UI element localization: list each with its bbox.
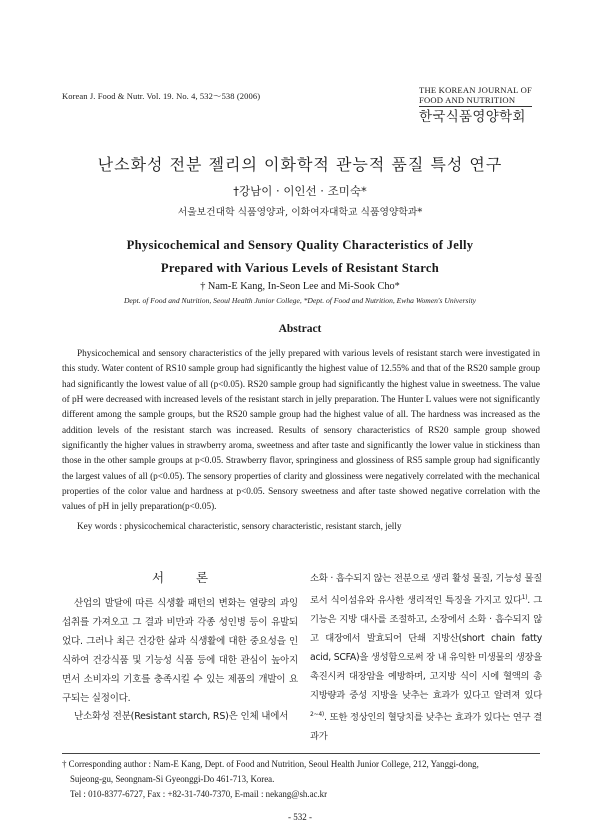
intro-text: . 그 기능은 지방 대사를 조절하고, 소장에서 소화 · 흡수되지 않고 대장에서 발효되어 단쇄 지방산(short chain fatty acid, SCFA)을 생성함으로써 장 내 유익한 미생물의 생장을 촉진시켜 대장암을 예방하며, 고지방 식이 시에 혈액의 총 지방량과 중성 지방을 낮추는 효과가 있다고 알려져 있다 — [310, 595, 542, 701]
intro-text: 소화 · 흡수되지 않는 전분으로 생리 활성 물질, 기능성 물질로서 식이섬유와 유사한 생리적인 특징을 가지고 있다 — [310, 573, 542, 607]
affiliation-korean: 서울보건대학 식품영양과, 이화여자대학교 식품영양학과* — [177, 207, 423, 218]
affiliation-english: Dept. of Food and Nutrition, Seoul Health Junior College, *Dept. of Food and Nutrition, Ewha Women's University — [123, 296, 477, 305]
journal-masthead — [419, 85, 532, 126]
introduction-paragraph — [310, 570, 542, 747]
footnote-divider — [62, 753, 540, 754]
citation: 1) — [521, 593, 528, 601]
introduction-paragraph: 난소화성 전분(Resistant starch, RS)은 인체 내에서 — [74, 711, 289, 723]
footnote-line: † Corresponding author : Nam-E Kang, Dept. of Food and Nutrition, Seoul Health Junior College, 212, Yanggi-dong, — [62, 759, 479, 769]
authors-korean: †강남이 · 이인선 · 조미숙* — [233, 184, 367, 198]
abstract-body: Physicochemical and sensory characteristics of the jelly prepared with various levels of resistant starch were investigated in this study. Water content of RS10 sample group had significantly the highest value of 12.55% and that of the RS20 sample group had significantly the lowest value of all (p<0.05). RS20 sample group had significantly the highest value in sweetness. The value of pH were decreased with increased levels of the resistant starch in jelly preparation. The Hunter L values were not significantly different among the sample groups, but the RS20 sample group had the highest value of all. The hardness was increased as the addition levels of the resistant starch was increased. Results of sensory characteristics of RS20 sample group showed significantly the higher values in strawberry aroma, sweetness and after taste and significantly the lower value in stickiness than those in the other sample groups at p<0.05. Strawberry flavor, springiness and glossiness of RS5 sample group had significantly the largest values of all (p<0.05). The sensory properties of clarity and glossiness were negatively correlated with the mechanical properties of the color value and hardness at p<0.05. Sensory sweetness and after taste showed negative correlation with the values of pH in jelly preparation(p<0.05). — [62, 349, 540, 513]
page-number: - 532 - — [288, 812, 312, 822]
journal-name-line1: THE KOREAN JOURNAL OF — [419, 85, 532, 95]
title-english-line1: Physicochemical and Sensory Quality Characteristics of Jelly — [126, 238, 474, 252]
introduction-right-column — [310, 570, 542, 747]
corresponding-author-footnote — [62, 757, 540, 802]
journal-name-line2: FOOD AND NUTRITION — [419, 95, 516, 105]
journal-name-korean: 한국식품영양학회 — [419, 106, 532, 126]
title-english-line2: Prepared with Various Levels of Resistant Starch — [160, 261, 440, 275]
footnote-line: Sujeong-gu, Seongnam-Si Gyeonggi-Do 461-713, Korea. — [70, 774, 275, 784]
paper-title-english — [0, 234, 600, 280]
introduction-left-column — [62, 568, 298, 727]
journal-reference: Korean J. Food & Nutr. Vol. 19. No. 4, 532～538 (2006) — [62, 91, 261, 101]
introduction-heading: 서 론 — [151, 570, 223, 585]
introduction-paragraph: 산업의 발달에 따른 식생활 패턴의 변화는 열량의 과잉 섭취를 가져오고 그 결과 비만과 각종 성인병 등이 유발되었다. 그러나 최근 건강한 삶과 식생활에 대한 중요성을 인식하여 건강식품 및 기능성 식품 등에 대한 관심이 높아지면서 소비자의 기호를 충족시킬 수 있는 제품의 개발이 요구되는 실정이다. — [62, 598, 298, 704]
intro-text: . 또한 정상인의 혈당치를 낮추는 효과가 있다는 연구 결과가 — [310, 711, 542, 742]
authors-english: † Nam-E Kang, In-Seon Lee and Mi-Sook Cho* — [200, 281, 400, 292]
footnote-line: Tel : 010-8377-6727, Fax : +82-31-740-7370, E-mail : nekang@sh.ac.kr — [70, 789, 328, 799]
keywords: Key words : physicochemical characteristic, sensory characteristic, resistant starch, jelly — [77, 521, 402, 531]
citation: 2~4) — [310, 710, 325, 718]
abstract-heading: Abstract — [278, 323, 322, 335]
paper-title-korean: 난소화성 전분 젤리의 이화학적 관능적 품질 특성 연구 — [97, 155, 503, 174]
